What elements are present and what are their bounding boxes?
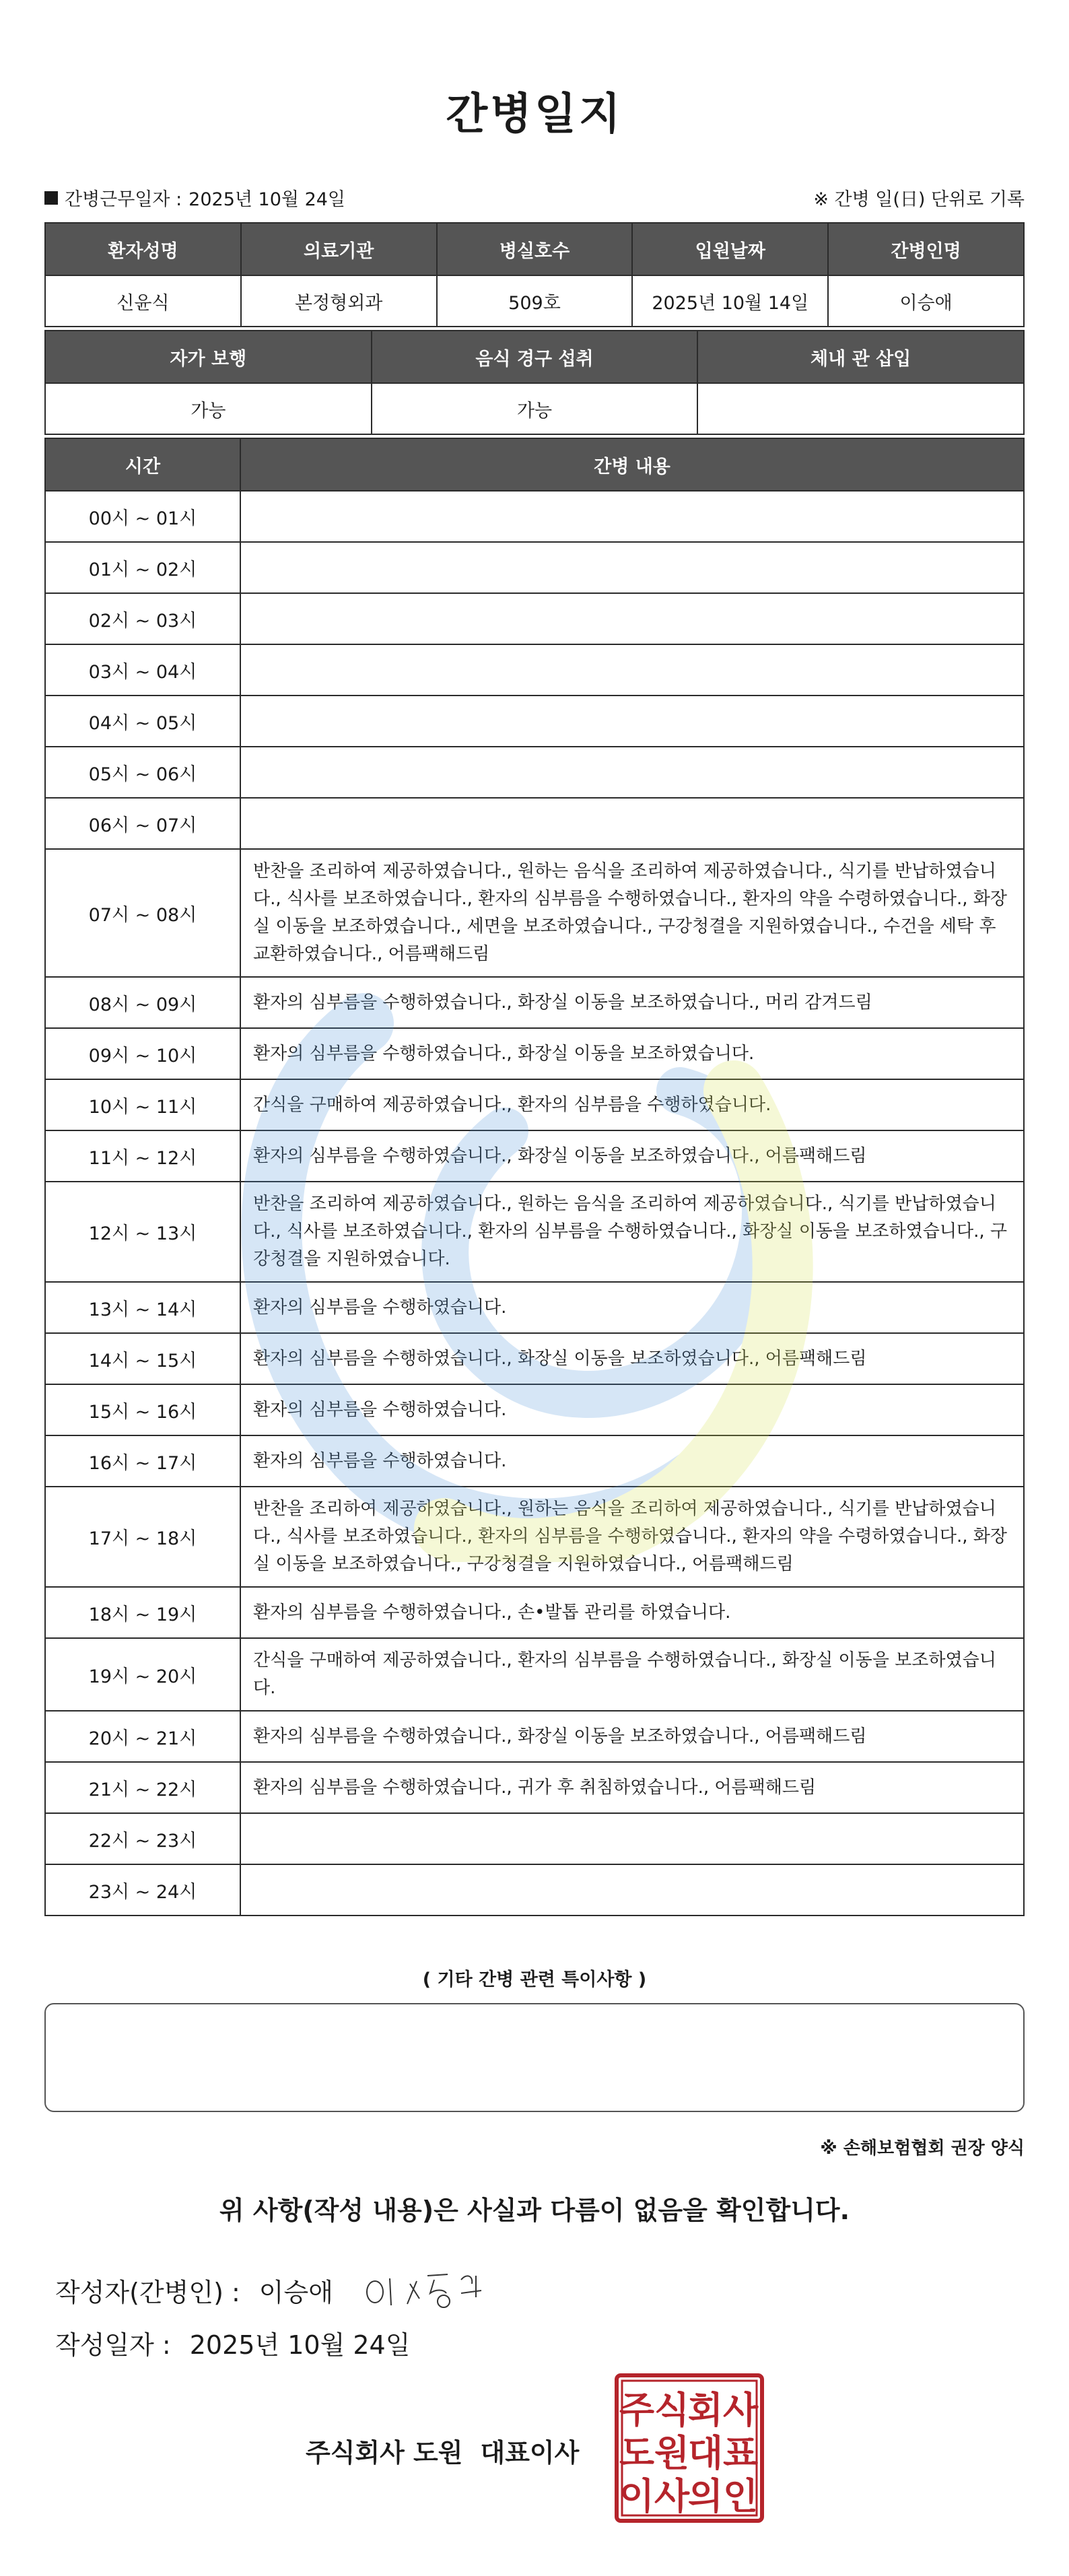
oral-intake-value: 가능 [372, 383, 698, 434]
svg-text:도원: 도원 [619, 2432, 690, 2474]
log-content-cell: 반찬을 조리하여 제공하였습니다., 원하는 음식을 조리하여 제공하였습니다., 식기를 반납하였습니다., 식사를 보조하였습니다., 환자의 심부름을 수행하였습니다., 환자의 약을 수령하였습니다., 화장실 이동을 보조하였습니다., 구강청결을 지원하였습니다., 어름팩해드림 [240, 1487, 1024, 1587]
admission-date: 2025년 10월 14일 [632, 275, 828, 327]
work-date-value: 2025년 10월 24일 [188, 189, 346, 210]
header-admission-date: 입원날짜 [632, 223, 828, 275]
log-content-cell: 환자의 심부름을 수행하였습니다., 화장실 이동을 보조하였습니다., 머리 감겨드림 [240, 977, 1024, 1028]
log-row [45, 1384, 1024, 1435]
log-content-cell: 환자의 심부름을 수행하였습니다., 화장실 이동을 보조하였습니다., 어름팩해드림 [240, 1711, 1024, 1762]
log-content-cell [240, 593, 1024, 644]
caregiver-name: 이승애 [828, 275, 1024, 327]
log-time-cell: 04시 ~ 05시 [45, 696, 240, 747]
svg-text:회사: 회사 [687, 2389, 759, 2431]
hospital-name: 본정형외과 [241, 275, 437, 327]
log-content-cell: 간식을 구매하여 제공하였습니다., 환자의 심부름을 수행하였습니다., 화장실 이동을 보조하였습니다. [240, 1638, 1024, 1711]
log-time-cell: 02시 ~ 03시 [45, 593, 240, 644]
work-date-label: 간병근무일자 : [65, 189, 182, 210]
log-time-cell: 01시 ~ 02시 [45, 542, 240, 593]
care-status-table [44, 330, 1025, 435]
log-content-cell: 환자의 심부름을 수행하였습니다. [240, 1384, 1024, 1435]
log-row [45, 1282, 1024, 1333]
log-row [45, 1028, 1024, 1079]
log-time-cell: 15시 ~ 16시 [45, 1384, 240, 1435]
log-time-cell: 20시 ~ 21시 [45, 1711, 240, 1762]
confirmation-statement: 위 사항(작성 내용)은 사실과 다름이 없음을 확인합니다. [219, 2196, 850, 2225]
log-row [45, 644, 1024, 696]
log-content-cell: 환자의 심부름을 수행하였습니다., 화장실 이동을 보조하였습니다., 어름팩해드림 [240, 1333, 1024, 1384]
log-row [45, 1130, 1024, 1182]
log-content-cell: 환자의 심부름을 수행하였습니다., 손•발톱 관리를 하였습니다. [240, 1587, 1024, 1638]
company-name: 주식회사 도원 [306, 2438, 463, 2468]
notes-box [44, 2003, 1025, 2112]
log-row [45, 798, 1024, 849]
log-content-cell: 환자의 심부름을 수행하였습니다. [240, 1282, 1024, 1333]
self-walking-value: 가능 [45, 383, 372, 434]
log-content-cell [240, 491, 1024, 542]
header-oral-intake: 음식 경구 섭취 [372, 331, 698, 383]
log-time-cell: 21시 ~ 22시 [45, 1762, 240, 1813]
log-time-cell: 19시 ~ 20시 [45, 1638, 240, 1711]
company-seal-icon [613, 2371, 766, 2525]
log-row [45, 1182, 1024, 1282]
svg-text:의인: 의인 [687, 2475, 759, 2517]
writer-label: 작성자(간병인) : [55, 2277, 240, 2307]
log-content-cell: 환자의 심부름을 수행하였습니다. [240, 1435, 1024, 1487]
log-time-cell: 13시 ~ 14시 [45, 1282, 240, 1333]
representative-title: 대표이사 [480, 2438, 580, 2468]
log-row [45, 1711, 1024, 1762]
header-patient-name: 환자성명 [45, 223, 241, 275]
log-time-cell: 11시 ~ 12시 [45, 1130, 240, 1182]
log-content-cell: 환자의 심부름을 수행하였습니다., 귀가 후 취침하였습니다., 어름팩해드림 [240, 1762, 1024, 1813]
notes-title: ( 기타 간병 관련 특이사항 ) [422, 1969, 647, 1990]
log-time-cell: 06시 ~ 07시 [45, 798, 240, 849]
log-content-cell [240, 542, 1024, 593]
log-row [45, 1762, 1024, 1813]
log-content-cell [240, 696, 1024, 747]
log-row [45, 696, 1024, 747]
log-content-cell [240, 1813, 1024, 1864]
unit-note: ※ 간병 일(日) 단위로 기록 [813, 189, 1025, 210]
log-row [45, 593, 1024, 644]
log-row [45, 849, 1024, 977]
log-rows [45, 491, 1024, 1916]
handwritten-signature-icon [360, 2266, 488, 2313]
log-row [45, 542, 1024, 593]
written-date-row [55, 2324, 410, 2361]
log-time-cell: 12시 ~ 13시 [45, 1182, 240, 1282]
log-row [45, 1587, 1024, 1638]
log-content-cell: 환자의 심부름을 수행하였습니다., 화장실 이동을 보조하였습니다., 어름팩해드림 [240, 1130, 1024, 1182]
log-row [45, 1487, 1024, 1587]
log-content-cell: 환자의 심부름을 수행하였습니다., 화장실 이동을 보조하였습니다. [240, 1028, 1024, 1079]
log-time-cell: 07시 ~ 08시 [45, 849, 240, 977]
svg-text:주식: 주식 [619, 2389, 690, 2431]
writer-row [55, 2266, 488, 2313]
header-tube-insertion: 체내 관 삽입 [697, 331, 1024, 383]
written-date-label: 작성일자 : [55, 2330, 171, 2360]
log-time-cell: 18시 ~ 19시 [45, 1587, 240, 1638]
log-time-cell: 05시 ~ 06시 [45, 747, 240, 798]
recommend-note: ※ 손해보험협회 권장 양식 [820, 2138, 1025, 2159]
log-content-cell [240, 1864, 1024, 1916]
log-time-cell: 22시 ~ 23시 [45, 1813, 240, 1864]
log-time-cell: 23시 ~ 24시 [45, 1864, 240, 1916]
log-time-cell: 17시 ~ 18시 [45, 1487, 240, 1587]
log-time-cell: 03시 ~ 04시 [45, 644, 240, 696]
log-row [45, 1435, 1024, 1487]
log-content-cell [240, 644, 1024, 696]
written-date-value: 2025년 10월 24일 [189, 2330, 411, 2360]
header-time: 시간 [45, 438, 240, 491]
log-row [45, 1333, 1024, 1384]
header-room: 병실호수 [437, 223, 633, 275]
hourly-care-log-table [44, 438, 1025, 1916]
tube-insertion-value [697, 383, 1024, 434]
work-date-line [44, 184, 345, 211]
header-care-content: 간병 내용 [240, 438, 1024, 491]
header-self-walking: 자가 보행 [45, 331, 372, 383]
log-content-cell: 반찬을 조리하여 제공하였습니다., 원하는 음식을 조리하여 제공하였습니다., 식기를 반납하였습니다., 식사를 보조하였습니다., 환자의 심부름을 수행하였습니다., 화장실 이동을 보조하였습니다., 구강청결을 지원하였습니다. [240, 1182, 1024, 1282]
log-time-cell: 09시 ~ 10시 [45, 1028, 240, 1079]
svg-text:이사: 이사 [619, 2475, 690, 2517]
log-row [45, 747, 1024, 798]
log-row [45, 1079, 1024, 1130]
log-content-cell: 간식을 구매하여 제공하였습니다., 환자의 심부름을 수행하였습니다. [240, 1079, 1024, 1130]
log-time-cell: 00시 ~ 01시 [45, 491, 240, 542]
log-content-cell [240, 747, 1024, 798]
log-content-cell: 반찬을 조리하여 제공하였습니다., 원하는 음식을 조리하여 제공하였습니다., 식기를 반납하였습니다., 식사를 보조하였습니다., 환자의 심부름을 수행하였습니다., 환자의 약을 수령하였습니다., 화장실 이동을 보조하였습니다., 세면을 보조하였습니다., 구강청결을 지원하였습니다., 수건을 세탁 후 교환하였습니다., 어름팩해드림 [240, 849, 1024, 977]
log-time-cell: 08시 ~ 09시 [45, 977, 240, 1028]
svg-text:대표: 대표 [687, 2432, 759, 2474]
company-line [306, 2432, 579, 2469]
log-row [45, 491, 1024, 542]
log-content-cell [240, 798, 1024, 849]
room-number: 509호 [437, 275, 633, 327]
log-row [45, 1638, 1024, 1711]
log-time-cell: 16시 ~ 17시 [45, 1435, 240, 1487]
patient-info-table [44, 222, 1025, 327]
header-caregiver-name: 간병인명 [828, 223, 1024, 275]
document-title: 간병일지 [446, 90, 623, 139]
header-hospital: 의료기관 [241, 223, 437, 275]
square-bullet-icon [44, 191, 58, 205]
log-row [45, 977, 1024, 1028]
patient-name: 신윤식 [45, 275, 241, 327]
log-time-cell: 14시 ~ 15시 [45, 1333, 240, 1384]
log-time-cell: 10시 ~ 11시 [45, 1079, 240, 1130]
log-row [45, 1813, 1024, 1864]
writer-name: 이승애 [258, 2277, 333, 2307]
log-row [45, 1864, 1024, 1916]
